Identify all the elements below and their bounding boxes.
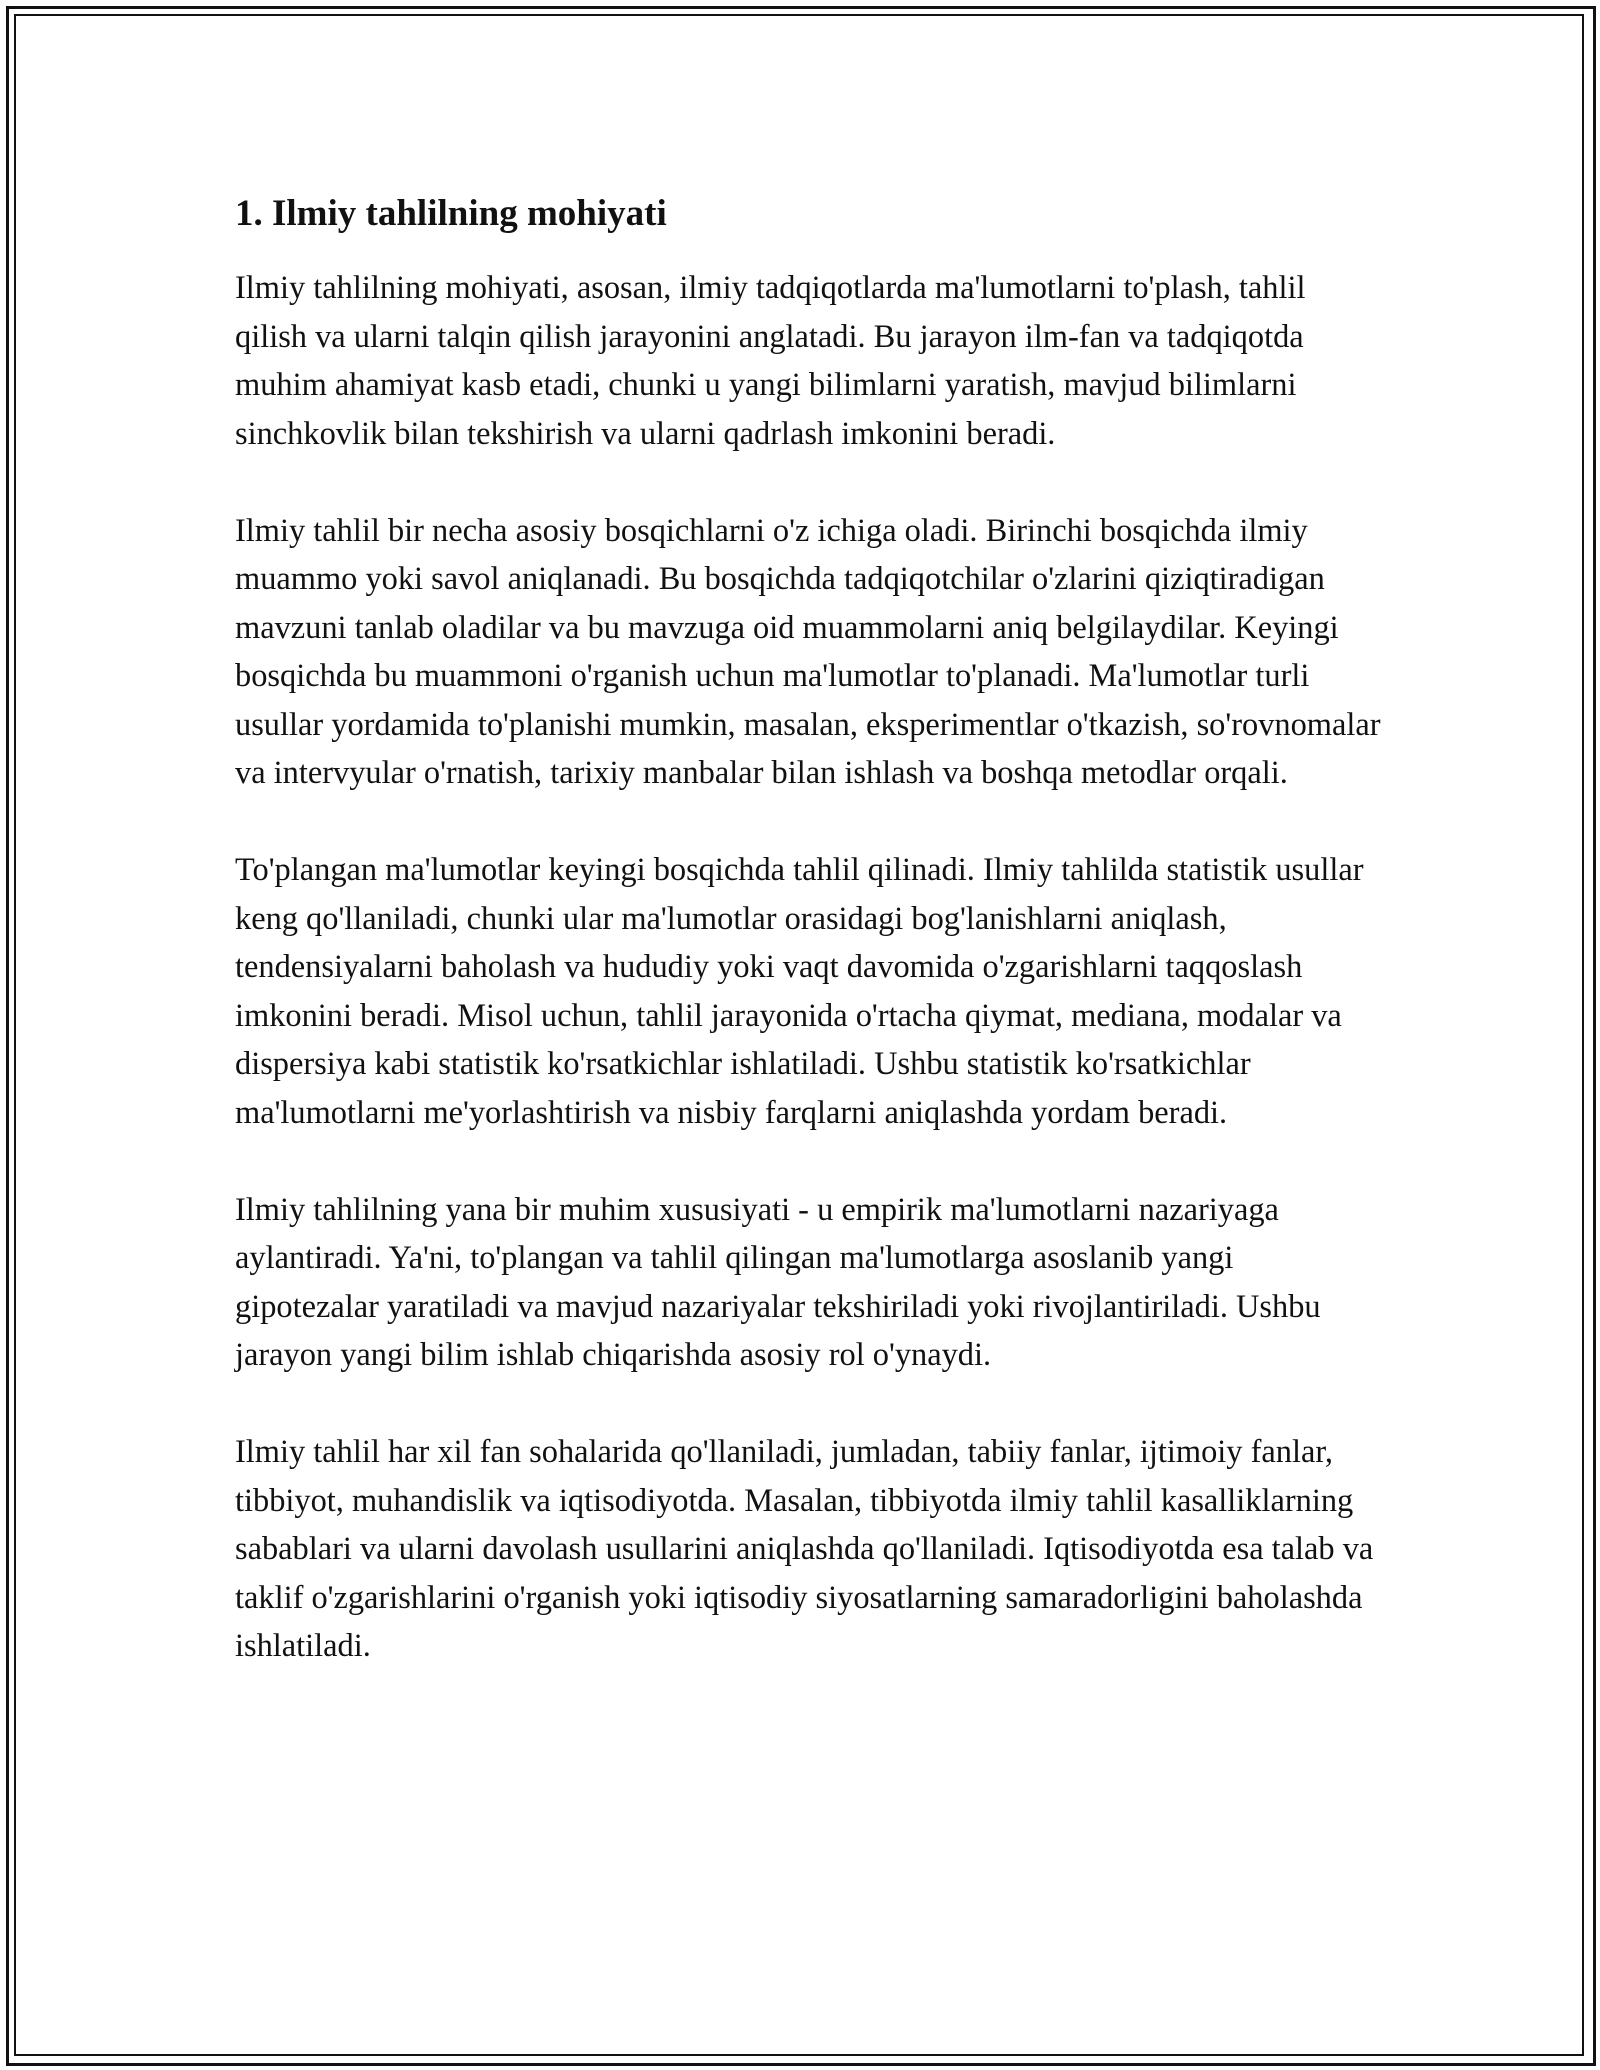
paragraph-5: Ilmiy tahlil har xil fan sohalarida qo'llaniladi, jumladan, tabiiy fanlar, ijtimoiy fanlar, tibbiyot, muhandislik va iqtisodiyotda. Masalan, tibbiyotda ilmiy tahlil kasalliklarning sabablari va ularni davolash usullarini aniqlashda qo'llaniladi. Iqtisodiyotda esa talab va taklif o'zgarishlarini o'rganish yoki iqtisodiy siyosatlarning samaradorligini baholashda ishlatiladi. [235,1434,1374,1664]
paragraph-2: Ilmiy tahlil bir necha asosiy bosqichlarni o'z ichiga oladi. Birinchi bosqichda ilmiy muammo yoki savol aniqlanadi. Bu bosqichda tadqiqotchilar o'zlarini qiziqtiradigan mavzuni tanlab oladilar va bu mavzuga oid muammolarni aniq belgilaydilar. Keyingi bosqichda bu muammoni o'rganish uchun ma'lumotlar to'planadi. Ma'lumotlar turli usullar yordamida to'planishi mumkin, masalan, eksperimentlar o'tkazish, so'rovnomalar va intervyular o'rnatish, tarixiy manbalar bilan ishlash va boshqa metodlar orqali. [235,512,1381,791]
paragraph-1: Ilmiy tahlilning mohiyati, asosan, ilmiy tadqiqotlarda ma'lumotlarni to'plash, tahlil qilish va ularni talqin qilish jarayonini anglatadi. Bu jarayon ilm-fan va tadqiqotda muhim ahamiyat kasb etadi, chunki u yangi bilimlarni yaratish, mavjud bilimlarni sinchkovlik bilan tekshirish va ularni qadrlash imkonini beradi. [235,270,1306,452]
document-body [235,186,1385,1719]
section-heading: 1. Ilmiy tahlilning mohiyati [235,193,667,234]
paragraph-4: Ilmiy tahlilning yana bir muhim xususiyati - u empirik ma'lumotlarni nazariyaga aylantiradi. Ya'ni, to'plangan va tahlil qilingan ma'lumotlarga asoslanib yangi gipotezalar yaratiladi va mavjud nazariyalar tekshiriladi yoki rivojlantiriladi. Ushbu jarayon yangi bilim ishlab chiqarishda asosiy rol o'ynaydi. [235,1191,1321,1373]
paragraph-3: To'plangan ma'lumotlar keyingi bosqichda tahlil qilinadi. Ilmiy tahlilda statistik usullar keng qo'llaniladi, chunki ular ma'lumotlar orasidagi bog'lanishlarni aniqlash, tendensiyalarni baholash va hududiy yoki vaqt davomida o'zgarishlarni taqqoslash imkonini beradi. Misol uchun, tahlil jarayonida o'rtacha qiymat, mediana, modalar va dispersiya kabi statistik ko'rsatkichlar ishlatiladi. Ushbu statistik ko'rsatkichlar ma'lumotlarni me'yorlashtirish va nisbiy farqlarni aniqlashda yordam beradi. [235,852,1364,1131]
